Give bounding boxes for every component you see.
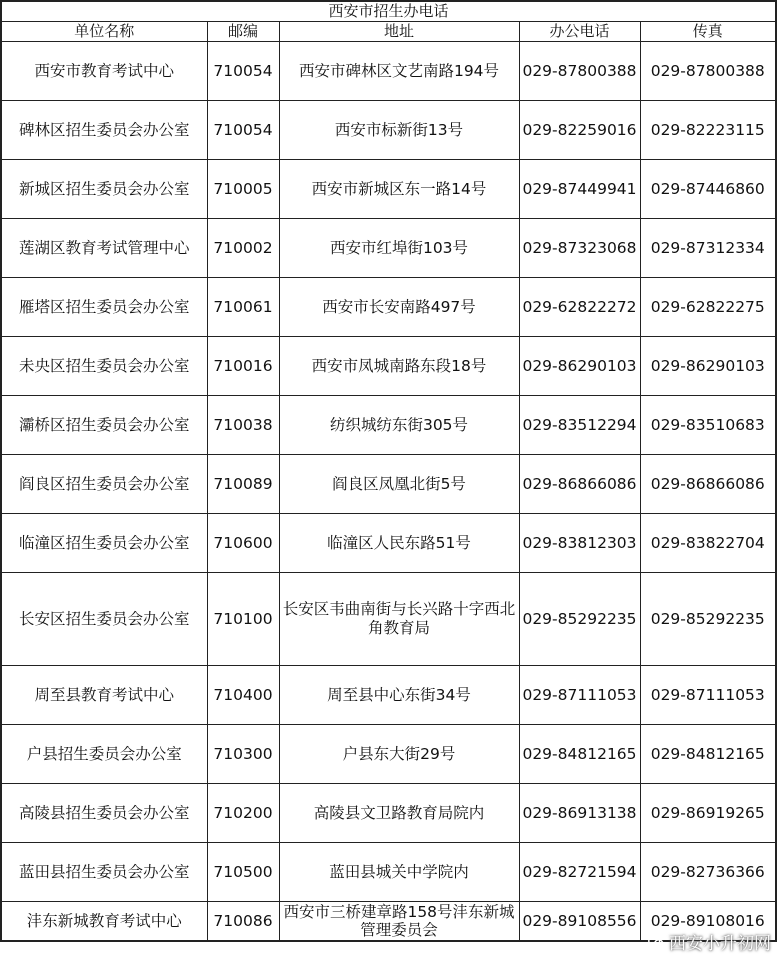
cell-fax: 029-87111053 bbox=[640, 666, 776, 725]
cell-office-phone: 029-83512294 bbox=[519, 396, 640, 455]
cell-postcode: 710016 bbox=[207, 337, 279, 396]
cell-postcode: 710089 bbox=[207, 455, 279, 514]
cell-postcode: 710500 bbox=[207, 843, 279, 902]
cell-office-phone: 029-83812303 bbox=[519, 514, 640, 573]
cell-office-phone: 029-87449941 bbox=[519, 160, 640, 219]
header-unit-name: 单位名称 bbox=[1, 22, 207, 42]
cell-unit-name: 阎良区招生委员会办公室 bbox=[1, 455, 207, 514]
cell-unit-name: 临潼区招生委员会办公室 bbox=[1, 514, 207, 573]
cell-fax: 029-82223115 bbox=[640, 101, 776, 160]
cell-office-phone: 029-82721594 bbox=[519, 843, 640, 902]
cell-office-phone: 029-89108556 bbox=[519, 902, 640, 942]
cell-address: 西安市红埠街103号 bbox=[279, 219, 519, 278]
cell-office-phone: 029-86866086 bbox=[519, 455, 640, 514]
cell-unit-name: 户县招生委员会办公室 bbox=[1, 725, 207, 784]
cell-postcode: 710002 bbox=[207, 219, 279, 278]
cell-unit-name: 沣东新城教育考试中心 bbox=[1, 902, 207, 942]
cell-address: 户县东大街29号 bbox=[279, 725, 519, 784]
watermark bbox=[647, 929, 771, 954]
cell-fax: 029-82736366 bbox=[640, 843, 776, 902]
cell-postcode: 710054 bbox=[207, 42, 279, 101]
table-row bbox=[1, 101, 776, 160]
cell-office-phone: 029-86913138 bbox=[519, 784, 640, 843]
cell-address: 西安市凤城南路东段18号 bbox=[279, 337, 519, 396]
cell-fax: 029-62822275 bbox=[640, 278, 776, 337]
cell-address: 高陵县文卫路教育局院内 bbox=[279, 784, 519, 843]
cell-address: 西安市新城区东一路14号 bbox=[279, 160, 519, 219]
cell-fax: 029-83822704 bbox=[640, 514, 776, 573]
cell-postcode: 710300 bbox=[207, 725, 279, 784]
wechat-icon bbox=[647, 933, 665, 951]
header-office-phone: 办公电话 bbox=[519, 22, 640, 42]
cell-address: 周至县中心东街34号 bbox=[279, 666, 519, 725]
cell-office-phone: 029-85292235 bbox=[519, 573, 640, 666]
cell-address: 蓝田县城关中学院内 bbox=[279, 843, 519, 902]
cell-postcode: 710005 bbox=[207, 160, 279, 219]
header-postcode: 邮编 bbox=[207, 22, 279, 42]
cell-unit-name: 碑林区招生委员会办公室 bbox=[1, 101, 207, 160]
table-row bbox=[1, 843, 776, 902]
cell-address: 纺织城纺东街305号 bbox=[279, 396, 519, 455]
cell-office-phone: 029-62822272 bbox=[519, 278, 640, 337]
cell-office-phone: 029-87800388 bbox=[519, 42, 640, 101]
cell-unit-name: 未央区招生委员会办公室 bbox=[1, 337, 207, 396]
cell-address: 西安市长安南路497号 bbox=[279, 278, 519, 337]
cell-unit-name: 雁塔区招生委员会办公室 bbox=[1, 278, 207, 337]
table-title: 西安市招生办电话 bbox=[1, 1, 776, 22]
cell-office-phone: 029-86290103 bbox=[519, 337, 640, 396]
table-row bbox=[1, 42, 776, 101]
cell-unit-name: 新城区招生委员会办公室 bbox=[1, 160, 207, 219]
table-row bbox=[1, 278, 776, 337]
cell-fax: 029-86919265 bbox=[640, 784, 776, 843]
cell-address: 西安市碑林区文艺南路194号 bbox=[279, 42, 519, 101]
cell-unit-name: 周至县教育考试中心 bbox=[1, 666, 207, 725]
cell-fax: 029-86866086 bbox=[640, 455, 776, 514]
cell-unit-name: 灞桥区招生委员会办公室 bbox=[1, 396, 207, 455]
cell-postcode: 710061 bbox=[207, 278, 279, 337]
cell-fax: 029-83510683 bbox=[640, 396, 776, 455]
cell-address: 西安市标新街13号 bbox=[279, 101, 519, 160]
cell-postcode: 710400 bbox=[207, 666, 279, 725]
cell-unit-name: 高陵县招生委员会办公室 bbox=[1, 784, 207, 843]
cell-fax: 029-87800388 bbox=[640, 42, 776, 101]
cell-fax: 029-86290103 bbox=[640, 337, 776, 396]
cell-postcode: 710100 bbox=[207, 573, 279, 666]
table-row bbox=[1, 219, 776, 278]
cell-address: 临潼区人民东路51号 bbox=[279, 514, 519, 573]
cell-address: 西安市三桥建章路158号沣东新城管理委员会 bbox=[279, 902, 519, 942]
cell-office-phone: 029-87323068 bbox=[519, 219, 640, 278]
table-row bbox=[1, 573, 776, 666]
header-address: 地址 bbox=[279, 22, 519, 42]
table-row bbox=[1, 396, 776, 455]
table-row bbox=[1, 784, 776, 843]
cell-fax: 029-85292235 bbox=[640, 573, 776, 666]
table-row bbox=[1, 725, 776, 784]
table-row bbox=[1, 666, 776, 725]
cell-unit-name: 蓝田县招生委员会办公室 bbox=[1, 843, 207, 902]
cell-unit-name: 长安区招生委员会办公室 bbox=[1, 573, 207, 666]
cell-office-phone: 029-87111053 bbox=[519, 666, 640, 725]
cell-postcode: 710086 bbox=[207, 902, 279, 942]
cell-fax: 029-89108016 bbox=[640, 902, 776, 942]
cell-address: 长安区韦曲南街与长兴路十字西北角教育局 bbox=[279, 573, 519, 666]
cell-fax: 029-87312334 bbox=[640, 219, 776, 278]
table-row bbox=[1, 514, 776, 573]
watermark-text: 西安小升初网 bbox=[669, 934, 771, 954]
table-row bbox=[1, 337, 776, 396]
cell-postcode: 710200 bbox=[207, 784, 279, 843]
header-fax: 传真 bbox=[640, 22, 776, 42]
cell-postcode: 710600 bbox=[207, 514, 279, 573]
cell-unit-name: 西安市教育考试中心 bbox=[1, 42, 207, 101]
cell-office-phone: 029-84812165 bbox=[519, 725, 640, 784]
cell-postcode: 710054 bbox=[207, 101, 279, 160]
cell-office-phone: 029-82259016 bbox=[519, 101, 640, 160]
table-row bbox=[1, 160, 776, 219]
cell-fax: 029-87446860 bbox=[640, 160, 776, 219]
table-row bbox=[1, 455, 776, 514]
cell-unit-name: 莲湖区教育考试管理中心 bbox=[1, 219, 207, 278]
cell-postcode: 710038 bbox=[207, 396, 279, 455]
cell-address: 阎良区凤凰北街5号 bbox=[279, 455, 519, 514]
cell-fax: 029-84812165 bbox=[640, 725, 776, 784]
